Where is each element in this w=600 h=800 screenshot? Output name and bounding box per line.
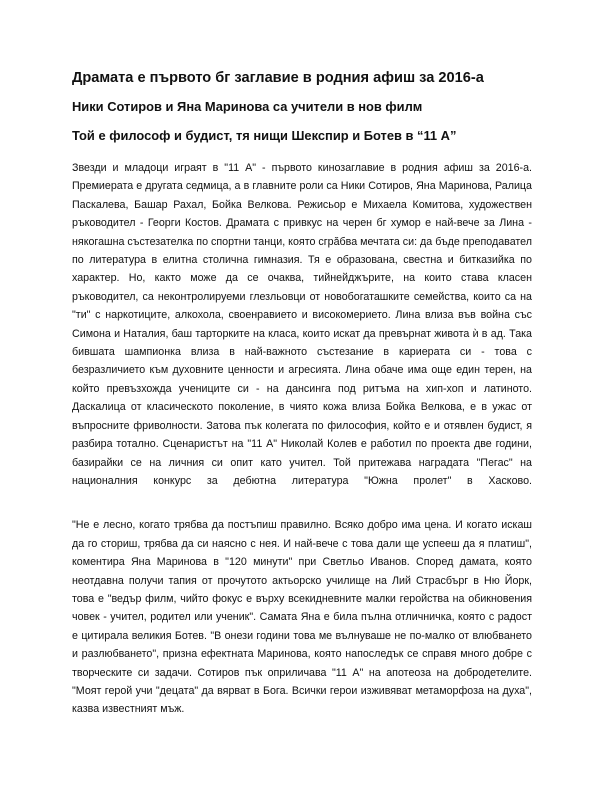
article-subtitle-first: Ники Сотиров и Яна Маринова са учители в нов филм xyxy=(72,99,423,114)
article xyxy=(72,70,532,719)
article-subtitle-second: Той е философ и будист, тя нищи Шекспир и Ботев в “11 А” xyxy=(72,128,457,143)
article-title: Драмата е първото бг заглавие в родния афиш за 2016-а xyxy=(72,70,484,86)
article-paragraph-first: Звезди и младоци играят в "11 А" - първото кинозаглавие в родния афиш за 2016-а. Премиерата е другата седмица, а в главните роли са Ники Сотиров, Яна Маринова, Ралица Паскалева, Башар Рахал, Бойка Велкова. Режисьор е Михаела Комитова, художествен ръководител - Георги Костов. Драмата с привкус на черен бг хумор е най-вече за Лина - някогашна състезателка по спортни танци, която сгрăбва мечтата си: да бъде преподавател по литература в елитна столична гимназия. Тя е образована, свестна и битказийка по характер. Но, както може да се очаква, тийнейджърите, на които става класен ръководител, са неконтролируеми глезльовци от новобогаташките семейства, които са на "ти" с наркотиците, алкохола, своенравието и високомерието. Лина влиза във война със Симона и Наталия, баш тарторките на класа, които искат да превърнат живота ѝ в ад. Така бившата шампионка влиза в най-важното състезание в кариерата си - това с безразличието към духовните ценности и агресията. Лина обаче има още един терен, на който превъзхожда учениците си - на дансинга под ритъма на хип-хоп и латиното. Даскалица от класическото поколение, в чиято кожа влиза Бойка Велкова, е в ужас от въпросните фриволности. Затова пък колегата по философия, който е и отявлен будист, я разбира тотално. Сценаристът на "11 А" Николай Колев е работил по проекта две години, базирайки се на личния си опит като учител. Той притежава наградата "Пегас" на националния конкурс за дебютна литература "Южна пролет" в Хасково. xyxy=(72,162,533,487)
article-paragraph-second: "Не е лесно, когато трябва да постъпиш правилно. Всяко добро има цена. И когато искаш да го сториш, трябва да си наясно с нея. И най-вече с това дали ще успееш да я платиш", коментира Яна Маринова в "120 минути" при Светльо Иванов. Според дамата, която неотдавна получи тапия от прочутото актьорско училище на Лий Страсбърг в Ню Йорк, това е "ведър филм, чийто фокус е върху всекидневните малки геройства на обикновения човек - учител, родител или ученик". Самата Яна е била пълна отличничка, която с радост е цитирала великия Ботев. "В онези години това ме вълнуваше не по-малко от влюбването и разлюбването", призна ефектната Маринова, която напоследък се справя много добре с творческите си задачи. Сотиров пък оприличава "11 А" на апотеоза на добродетелите. "Моят герой учи "децата" да вярват в Бога. Всички герои изживяват метаморфоза на духа", казва известният мъж. xyxy=(72,519,532,716)
